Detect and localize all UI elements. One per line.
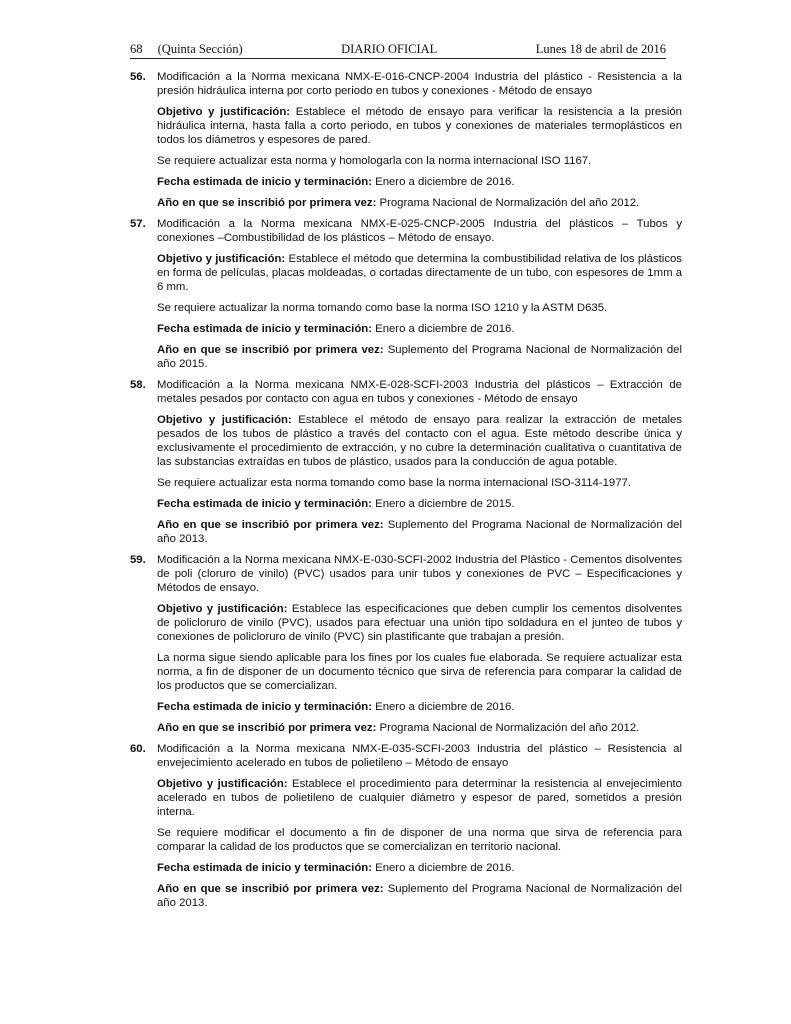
item-paragraph <box>157 882 682 910</box>
item-paragraph <box>157 196 682 210</box>
paragraph-label: Fecha estimada de inicio y terminación: <box>157 498 372 510</box>
item-body <box>157 553 682 742</box>
header-rule <box>130 58 666 59</box>
page-number: 68 <box>130 42 143 56</box>
item-title: Modificación a la Norma mexicana NMX-E-025-CNCP-2005 Industria del plásticos – Tubos y conexiones –Combustibilidad de los plásticos – Método de ensayo. <box>157 218 682 244</box>
paragraph-text: Programa Nacional de Normalización del año 2012. <box>379 197 640 209</box>
item-paragraph <box>157 252 682 294</box>
paragraph-label: Objetivo y justificación: <box>157 603 288 615</box>
page-header <box>130 42 666 57</box>
norm-item <box>130 742 682 917</box>
paragraph-text: Establece el método de ensayo para realizar la extracción de metales pesados de los tubos de plástico a través del contacto con el agua. Este método describe única y exclusivamente el procedimiento de extracción, y no cubre la determinación cualitativa o cuantitativa de las substancias extraídas en tubos de plástico, usados para la conducción de agua potable. <box>157 414 682 468</box>
item-body <box>157 378 682 553</box>
paragraph-text: Enero a diciembre de 2015. <box>375 498 515 510</box>
norm-item <box>130 378 682 553</box>
paragraph-label: Fecha estimada de inicio y terminación: <box>157 176 372 188</box>
item-paragraph <box>157 721 682 735</box>
paragraph-text: Enero a diciembre de 2016. <box>375 176 515 188</box>
paragraph-text: Suplemento del Programa Nacional de Normalización del año 2013. <box>157 883 682 909</box>
paragraph-text: Establece el procedimiento para determinar la resistencia al envejecimiento acelerado en tubos de polietileno de cualquier diámetro y espesor de pared, sometidos a presión interna. <box>157 778 682 818</box>
item-paragraph <box>157 777 682 819</box>
item-body <box>157 217 682 378</box>
item-paragraph <box>157 322 682 336</box>
norm-item <box>130 553 682 742</box>
paragraph-label: Objetivo y justificación: <box>157 106 291 118</box>
item-paragraph <box>157 602 682 644</box>
paragraph-label: Año en que se inscribió por primera vez: <box>157 197 377 209</box>
paragraph-label: Objetivo y justificación: <box>157 253 286 265</box>
paragraph-label: Año en que se inscribió por primera vez: <box>157 883 384 895</box>
item-paragraph <box>157 105 682 147</box>
item-paragraph <box>157 497 682 511</box>
paragraph-label: Fecha estimada de inicio y terminación: <box>157 323 372 335</box>
publication-title: DIARIO OFICIAL <box>341 42 438 56</box>
paragraph-label: Fecha estimada de inicio y terminación: <box>157 701 372 713</box>
paragraph-label: Año en que se inscribió por primera vez: <box>157 722 377 734</box>
item-number: 57. <box>130 218 146 230</box>
paragraph-text: Se requiere modificar el documento a fin de disponer de una norma que sirva de referencia para comparar la calidad de los productos que se comercializan en territorio nacional. <box>157 827 682 853</box>
header-left <box>130 42 243 57</box>
item-paragraph <box>157 518 682 546</box>
document-body <box>130 70 682 917</box>
item-paragraph <box>157 651 682 693</box>
norm-item <box>130 217 682 378</box>
item-paragraph <box>157 301 682 315</box>
paragraph-text: Programa Nacional de Normalización del año 2012. <box>379 722 640 734</box>
item-paragraph <box>157 826 682 854</box>
paragraph-label: Fecha estimada de inicio y terminación: <box>157 862 372 874</box>
paragraph-text: Enero a diciembre de 2016. <box>375 701 515 713</box>
section-label: (Quinta Sección) <box>157 42 243 56</box>
item-title: Modificación a la Norma mexicana NMX-E-028-SCFI-2003 Industria del plásticos – Extracción de metales pesados por contacto con agua en tubos y conexiones - Método de ensayo <box>157 379 682 405</box>
item-number: 59. <box>130 554 146 566</box>
paragraph-text: Establece el método de ensayo para verificar la resistencia a la presión hidráulica interna, hasta falla a corto periodo, en tubos y conexiones de materiales termoplásticos en todos los diámetros y espesores de pared. <box>157 106 682 146</box>
publication-date: Lunes 18 de abril de 2016 <box>535 42 666 56</box>
paragraph-text: Enero a diciembre de 2016. <box>375 862 515 874</box>
paragraph-text: Suplemento del Programa Nacional de Normalización del año 2013. <box>157 519 682 545</box>
paragraph-text: Suplemento del Programa Nacional de Normalización del año 2015. <box>157 344 682 370</box>
paragraph-label: Objetivo y justificación: <box>157 414 292 426</box>
item-body <box>157 742 682 917</box>
paragraph-text: La norma sigue siendo aplicable para los fines por los cuales fue elaborada. Se requiere actualizar esta norma, a fin de disponer de un documento técnico que sirva de referencia para comparar la calidad de los productos que se comercializan. <box>157 652 682 692</box>
item-number: 60. <box>130 743 146 755</box>
norm-item <box>130 70 682 217</box>
item-paragraph <box>157 343 682 371</box>
item-title: Modificación a la Norma mexicana NMX-E-016-CNCP-2004 Industria del plástico - Resistencia a la presión hidráulica interna por corto periodo en tubos y conexiones - Método de ensayo <box>157 71 682 97</box>
item-paragraph <box>157 700 682 714</box>
item-paragraph <box>157 175 682 189</box>
paragraph-text: Enero a diciembre de 2016. <box>375 323 515 335</box>
item-number: 58. <box>130 379 146 391</box>
paragraph-label: Objetivo y justificación: <box>157 778 288 790</box>
paragraph-label: Año en que se inscribió por primera vez: <box>157 344 384 356</box>
item-paragraph <box>157 413 682 469</box>
paragraph-text: Se requiere actualizar esta norma y homologarla con la norma internacional ISO 1167. <box>157 155 592 167</box>
item-paragraph <box>157 861 682 875</box>
item-title: Modificación a la Norma mexicana NMX-E-030-SCFI-2002 Industria del Plástico - Cementos disolventes de poli (cloruro de vinilo) (PVC) usados para unir tubos y conexiones de PVC – Especificaciones y Métodos de ensayo. <box>157 554 682 594</box>
item-body <box>157 70 682 217</box>
paragraph-label: Año en que se inscribió por primera vez: <box>157 519 384 531</box>
paragraph-text: Establece las especificaciones que deben cumplir los cementos disolventes de policloruro de vinilo (PVC), usados para efectuar una unión tipo soldadura en el junteo de tubos y conexiones de policloruro de vinilo (PVC) sin plastificante que trabajan a presión. <box>157 603 682 643</box>
item-paragraph <box>157 476 682 490</box>
paragraph-text: Se requiere actualizar esta norma tomando como base la norma internacional ISO-3114-1977. <box>157 477 631 489</box>
item-number: 56. <box>130 71 146 83</box>
item-paragraph <box>157 154 682 168</box>
paragraph-text: Establece el método que determina la combustibilidad relativa de los plásticos en forma de películas, placas moldeadas, o cortadas directamente de un tubo, con espesores de 1mm a 6 mm. <box>157 253 682 293</box>
item-title: Modificación a la Norma mexicana NMX-E-035-SCFI-2003 Industria del plástico – Resistencia al envejecimiento acelerado en tubos de polietileno – Método de ensayo <box>157 743 682 769</box>
paragraph-text: Se requiere actualizar la norma tomando como base la norma ISO 1210 y la ASTM D635. <box>157 302 608 314</box>
